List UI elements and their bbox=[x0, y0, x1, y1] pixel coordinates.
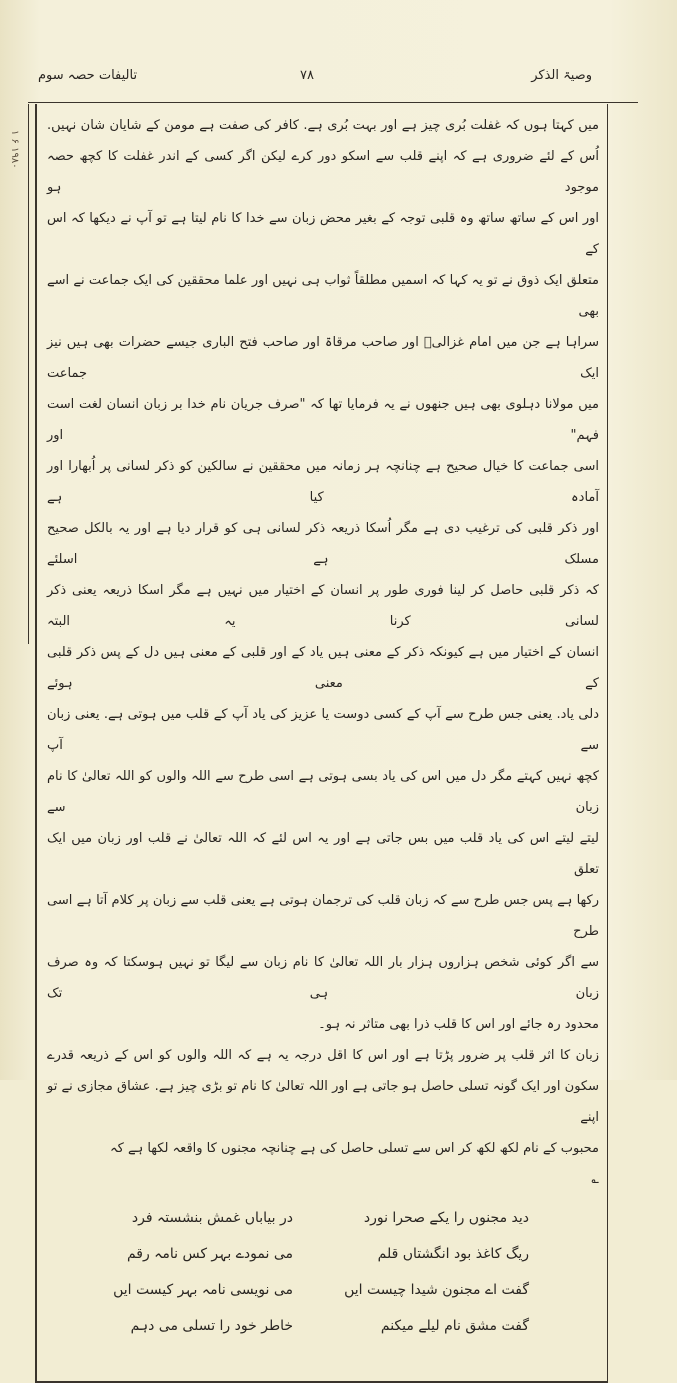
text-line: میں مولانا دہلوی بھی ہیں جنھوں نے یہ فرمایا تھا کہ "صرف جریان نام خدا بر زبان انسان لغت است فہم" اور bbox=[47, 397, 599, 443]
text-line: متعلق ایک ذوق نے تو یہ کہا کہ اسمیں مطلقاً ثواب ہی نہیں اور علما محققین کی ایک جماعت نے اسے بھی bbox=[47, 273, 599, 319]
text-line: سے اگر کوئی شخص ہزاروں ہزار بار اللہ تعالیٰ کا نام زبان سے لیگا تو نہیں ہوسکتا کہ وہ صرف زبان ہی تک bbox=[47, 955, 599, 1001]
text-line: انسان کے اختیار میں ہے کیونکہ ذکر کے معنی ہیں یاد کے اور قلبی کے معنی ہیں دل کے پس ذکر قلبی کے معنی ہوئے bbox=[47, 645, 599, 691]
text-line: محبوب کے نام لکھ لکھ کر اس سے تسلی حاصل کی ہے چنانچہ مجنوں کا واقعہ لکھا ہے کہ ؎ bbox=[110, 1141, 599, 1187]
verse-first-hemistich: گفت مشق نام لیلے میکنم bbox=[380, 1318, 529, 1334]
verse-second-hemistich: می نویسی نامہ بہر کیست ایں bbox=[113, 1282, 293, 1298]
running-title: وصیۃ الذکر bbox=[531, 68, 592, 83]
verse-first-hemistich: دید مجنوں را یکے صحرا نورد bbox=[363, 1210, 529, 1226]
text-line: سکون اور ایک گونہ تسلی حاصل ہو جاتی ہے اور اللہ تعالیٰ کا نام تو بڑی چیز ہے. عشاق مجازی نے تو اپنے bbox=[47, 1079, 599, 1125]
text-line: اسی جماعت کا خیال صحیح ہے چنانچہ ہر زمانہ میں محققین نے سالکین کو ذکر لسانی پر اُبھارا اور آمادہ کیا ہے bbox=[47, 459, 599, 505]
page-number: ۷۸ bbox=[300, 68, 314, 83]
text-line: لیتے لیتے اس کی یاد قلب میں بس جاتی ہے اور یہ اس لئے کہ اللہ تعالیٰ نے قلب اور زبان میں ایک تعلق bbox=[47, 831, 599, 877]
verse-first-hemistich: ریگ کاغذ بود انگشتاں قلم bbox=[377, 1246, 529, 1262]
text-line: محدود رہ جائے اور اس کا قلب ذرا بھی متاثر نہ ہو۔ bbox=[318, 1017, 599, 1032]
outer-frame-line bbox=[28, 104, 29, 644]
header-rule bbox=[28, 102, 638, 103]
verse-second-hemistich: می نمودے بہر کس نامہ رقم bbox=[126, 1246, 293, 1262]
text-line: زبان کا اثر قلب پر ضرور پڑتا ہے اور اس کا اقل درجہ یہ ہے کہ اللہ والوں کو اس کے ذریعہ قدرے bbox=[47, 1048, 599, 1063]
text-line: اور اس کے ساتھ ساتھ وہ قلبی توجہ کے بغیر محض زبان سے خدا کا نام لیتا ہے تو آپ نے دیکھا کہ اس کے bbox=[47, 211, 599, 257]
text-line: میں کہتا ہوں کہ غفلت بُری چیز ہے اور بہت بُری ہے. کافر کی صفت ہے مومن کے شایان شان نہیں. bbox=[47, 118, 599, 133]
text-line: اُس کے لئے ضروری ہے کہ اپنے قلب سے اسکو دور کرے لیکن اگر کسی کے اندر غفلت کا کچھ حصہ موجود ہو bbox=[47, 149, 599, 195]
verse-first-hemistich: گفت اے مجنون شیدا چیست ایں bbox=[344, 1282, 529, 1298]
verse-second-hemistich: در بیاباں غمش بنشستہ فرد bbox=[131, 1210, 293, 1226]
margin-note: ۱ ۶ ۱۹۸۰ bbox=[9, 130, 20, 169]
text-line: رکھا ہے پس جس طرح سے کہ زبان قلب کی ترجمان ہوتی ہے یعنی قلب سے زبان پر کلام آتا ہے اسی طرح bbox=[47, 893, 599, 939]
text-line: سراہا ہے جن میں امام غزالیؒ اور صاحب مرقاۃ اور صاحب فتح الباری جیسے حضرات بھی ہیں نیز ایک جماعت bbox=[47, 335, 599, 381]
verse-second-hemistich: خاطر خود را تسلی می دہم bbox=[130, 1318, 293, 1334]
volume-title: تالیفات حصہ سوم bbox=[38, 68, 138, 83]
text-line: دلی یاد. یعنی جس طرح سے آپ کے کسی دوست یا عزیز کی یاد آپ کے قلب میں ہوتی ہے. یعنی زبان سے آپ bbox=[47, 707, 599, 753]
text-line: اور ذکر قلبی کی ترغیب دی ہے مگر اُسکا ذریعہ ذکر لسانی ہی کو قرار دیا ہے اور یہ بالکل صحیح مسلک ہے اسلئے bbox=[47, 521, 599, 567]
text-frame bbox=[35, 104, 608, 1383]
text-line: کہ ذکر قلبی حاصل کر لینا فوری طور پر انسان کے اختیار میں نہیں ہے مگر اسکا ذریعہ یعنی ذکر لسانی کرنا یہ البتہ bbox=[47, 583, 599, 629]
text-line: کچھ نہیں کہتے مگر دل میں اس کی یاد بسی ہوتی ہے اسی طرح سے اللہ والوں کو اللہ تعالیٰ کا نام زبان سے bbox=[47, 769, 599, 815]
verses bbox=[87, 1203, 529, 1341]
